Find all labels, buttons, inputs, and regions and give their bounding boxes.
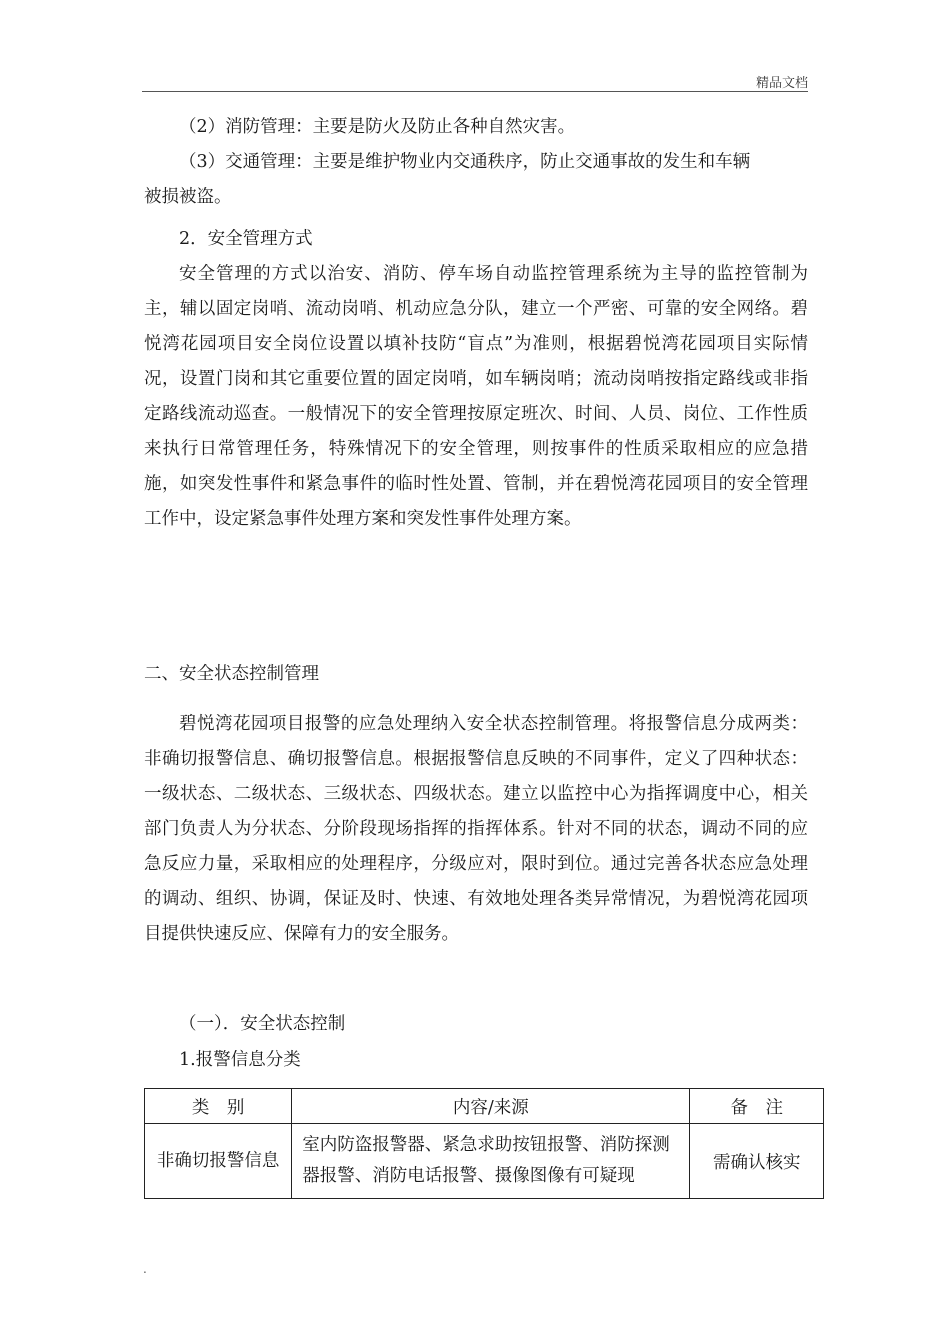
footer-mark: . — [143, 1262, 147, 1276]
cell-content: 室内防盗报警器、紧急求助按钮报警、消防探测器报警、消防电话报警、摄像图像有可疑现 — [292, 1124, 690, 1199]
alarm-classification-heading: 1.报警信息分类 — [179, 1050, 301, 1070]
traffic-management-line-cont: 被损被盗。 — [144, 187, 232, 207]
paragraph-management-mode: 安全管理的方式以治安、消防、停车场自动监控管理系统为主导的监控管制为主，辅以固定岗哨、流动岗哨、机动应急分队，建立一个严密、可靠的安全网络。碧悦湾花园项目安全岗位设置以填补技防“盲点”为准则，根据碧悦湾花园项目实际情况，设置门岗和其它重要位置的固定岗哨，如车辆岗哨；流动岗哨按指定路线或非指定路线流动巡查。一般情况下的安全管理按原定班次、时间、人员、岗位、工作性质来执行日常管理任务，特殊情况下的安全管理，则按事件的性质采取相应的应急措施，如突发性事件和紧急事件的临时性处置、管制，并在碧悦湾花园项目的安全管理工作中，设定紧急事件处理方案和突发性事件处理方案。 — [144, 264, 808, 529]
header-divider — [142, 91, 808, 92]
subsection-heading: （一）．安全状态控制 — [179, 1014, 346, 1034]
table-header-row — [145, 1089, 824, 1124]
section-heading-status-control: 二、安全状态控制管理 — [144, 664, 319, 684]
table-row — [145, 1124, 824, 1199]
section-heading-management-mode: 2．安全管理方式 — [179, 229, 313, 249]
document-header-label: 精品文档 — [755, 76, 808, 91]
header-cell-category: 类 别 — [145, 1089, 292, 1124]
paragraph-status-control: 碧悦湾花园项目报警的应急处理纳入安全状态控制管理。将报警信息分成两类：非确切报警信息、确切报警信息。根据报警信息反映的不同事件，定义了四种状态：一级状态、二级状态、三级状态、四级状态。建立以监控中心为指挥调度中心，相关部门负责人为分状态、分阶段现场指挥的指挥体系。针对不同的状态，调动不同的应急反应力量，采取相应的处理程序，分级应对，限时到位。通过完善各状态应急处理的调动、组织、协调，保证及时、快速、有效地处理各类异常情况，为碧悦湾花园项目提供快速反应、保障有力的安全服务。 — [144, 714, 808, 944]
cell-note: 需确认核实 — [690, 1124, 824, 1199]
alarm-classification-table — [144, 1088, 824, 1199]
header-cell-note: 备 注 — [690, 1089, 824, 1124]
fire-management-line: （2）消防管理：主要是防火及防止各种自然灾害。 — [179, 117, 576, 137]
traffic-management-line: （3）交通管理：主要是维护物业内交通秩序，防止交通事故的发生和车辆 — [179, 152, 751, 172]
header-cell-content: 内容/来源 — [292, 1089, 690, 1124]
cell-category: 非确切报警信息 — [145, 1124, 292, 1199]
